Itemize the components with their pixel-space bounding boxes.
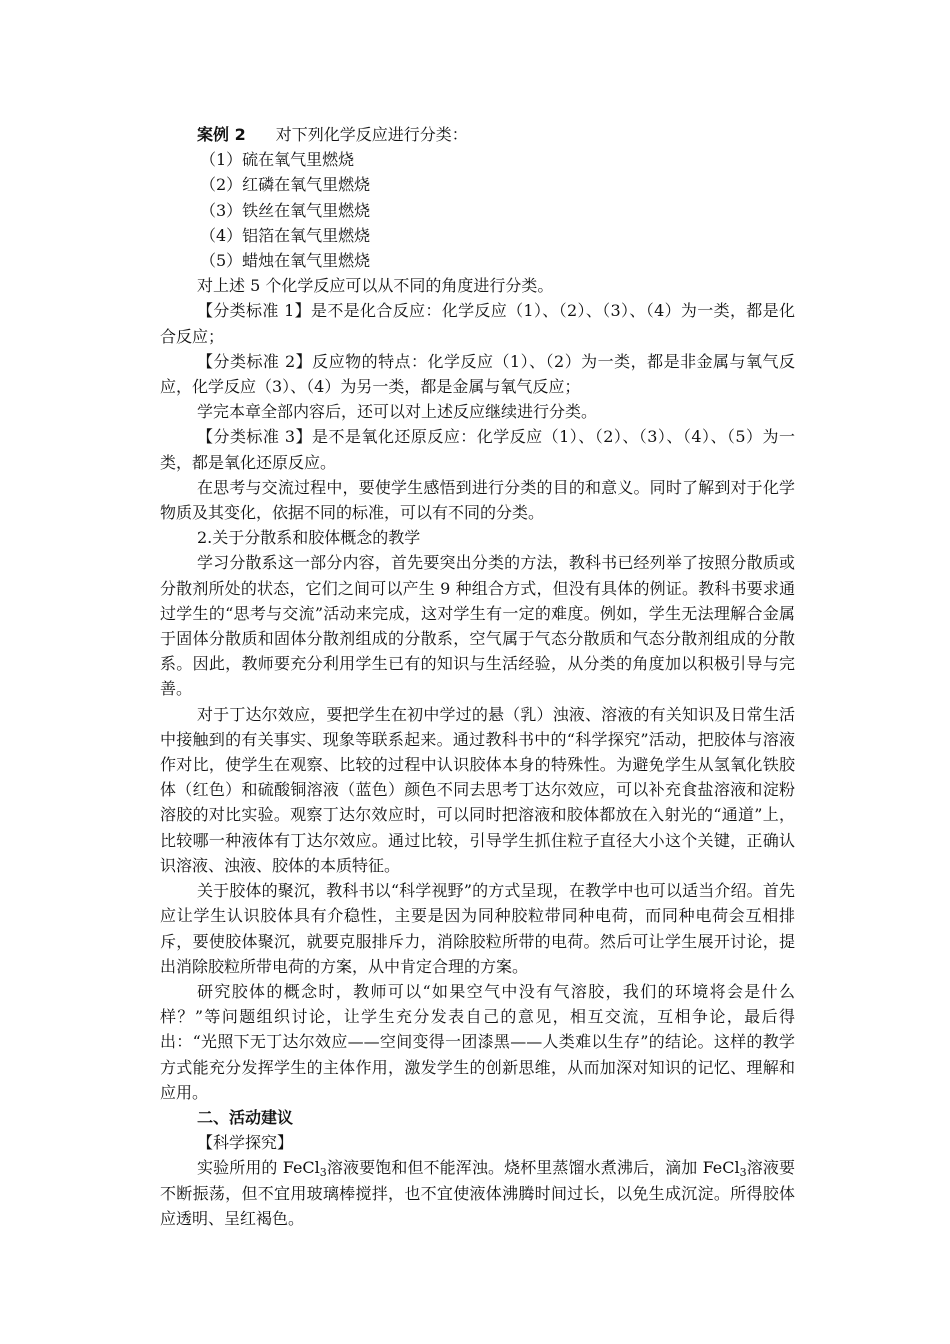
activity-text-b: 溶液要饱和但不能浑浊。烧杯里蒸馏水煮沸后，滴加 FeCl <box>326 1158 740 1178</box>
case2-item-3: （3）铁丝在氧气里燃烧 <box>200 200 371 220</box>
case2-reflection: 在思考与交流过程中，要使学生感悟到进行分类的目的和意义。同时了解到对于化学物质及其变化，依据不同的标准，可以有不同的分类。 <box>160 477 795 523</box>
case2-item-4: （4）铝箔在氧气里燃烧 <box>200 225 371 245</box>
classification-standard-1: 【分类标准 1】是不是化合反应：化学反应（1）、（2）、（3）、（4）为一类，都是化合反应； <box>160 301 795 346</box>
case2-item-1: （1）硫在氧气里燃烧 <box>200 150 355 170</box>
classification-standard-2: 【分类标准 2】反应物的特点：化学反应（1）、（2）为一类，都是非金属与氧气反应，化学反应（3）、（4）为另一类，都是金属与氧气反应； <box>160 351 795 397</box>
case2-title: 对下列化学反应进行分类： <box>275 125 468 144</box>
activity-paragraph <box>160 1155 795 1231</box>
activity-subscript-b: 3 <box>739 1166 747 1180</box>
case2-heading <box>160 122 795 147</box>
section2-paragraph-1: 学习分散系这一部分内容，首先要突出分类的方法，教科书已经列举了按照分散质或分散剂所处的状态，它们之间可以产生 9 种组合方式，但没有具体的例证。教科书要求通过学生的“思考与交流”活动来完成，这对学生有一定的难度。例如，学生无法理解合金属于固体分散质和固体分散剂组成的分散系，空气属于气态分散质和气态分散剂组成的分散系。因此，教师要充分利用学生已有的知识与生活经验，从分类的角度加以积极引导与完善。 <box>160 553 795 699</box>
activity-text-c: 溶液要不断振荡，但不宜用玻璃棒搅拌，也不宜使液体沸腾时间过长，以免生成沉淀。所得胶体应透明、呈红褐色。 <box>160 1158 795 1228</box>
classification-standard-3: 【分类标准 3】是不是氧化还原反应：化学反应（1）、（2）、（3）、（4）、（5）为一类，都是氧化还原反应。 <box>160 427 795 472</box>
case2-item-5: （5）蜡烛在氧气里燃烧 <box>200 251 371 271</box>
case2-label: 案例 2 <box>197 125 246 144</box>
case2-item-2: （2）红磷在氧气里燃烧 <box>200 175 371 195</box>
activity-heading: 二、活动建议 <box>197 1107 294 1127</box>
section2-heading: 2.关于分散系和胶体概念的教学 <box>197 528 421 548</box>
section2-paragraph-3: 关于胶体的聚沉，教科书以“科学视野”的方式呈现，在教学中也可以适当介绍。首先应让学生认识胶体具有介稳性，主要是因为同种胶粒带同种电荷，而同种电荷会互相排斥，要使胶体聚沉，就要克服排斥力，消除胶粒所带的电荷。然后可让学生展开讨论，提出消除胶粒所带电荷的方案，从中肯定合理的方案。 <box>160 881 795 976</box>
activity-subscript-a: 3 <box>319 1166 327 1180</box>
section2-paragraph-2: 对于丁达尔效应，要把学生在初中学过的悬（乳）浊液、溶液的有关知识及日常生活中接触到的有关事实、现象等联系起来。通过教科书中的“科学探究”活动，把胶体与溶液作对比，使学生在观察、比较的过程中认识胶体本身的特殊性。为避免学生从氢氧化铁胶体（红色）和硫酸铜溶液（蓝色）颜色不同去思考丁达尔效应，可以补充食盐溶液和淀粉溶胶的对比实验。观察丁达尔效应时，可以同时把溶液和胶体都放在入射光的“通道”上，比较哪一种液体有丁达尔效应。通过比较，引导学生抓住粒子直径大小这个关键，正确认识溶液、浊液、胶体的本质特征。 <box>160 704 795 875</box>
case2-intro: 对上述 5 个化学反应可以从不同的角度进行分类。 <box>197 276 554 296</box>
document-body <box>160 122 795 1231</box>
after-chapter-note: 学完本章全部内容后，还可以对上述反应继续进行分类。 <box>197 402 598 422</box>
activity-text-a: 实验所用的 FeCl <box>197 1158 320 1178</box>
activity-subheading: 【科学探究】 <box>197 1133 294 1153</box>
section2-paragraph-4: 研究胶体的概念时，教师可以“如果空气中没有气溶胶，我们的环境将会是什么样？”等问题组织讨论，让学生充分发表自己的意见，相互交流，互相争论，最后得出：“光照下无丁达尔效应——空间变得一团漆黑——人类难以生存”的结论。这样的教学方式能充分发挥学生的主体作用，激发学生的创新思维，从而加深对知识的记忆、理解和应用。 <box>160 981 795 1102</box>
